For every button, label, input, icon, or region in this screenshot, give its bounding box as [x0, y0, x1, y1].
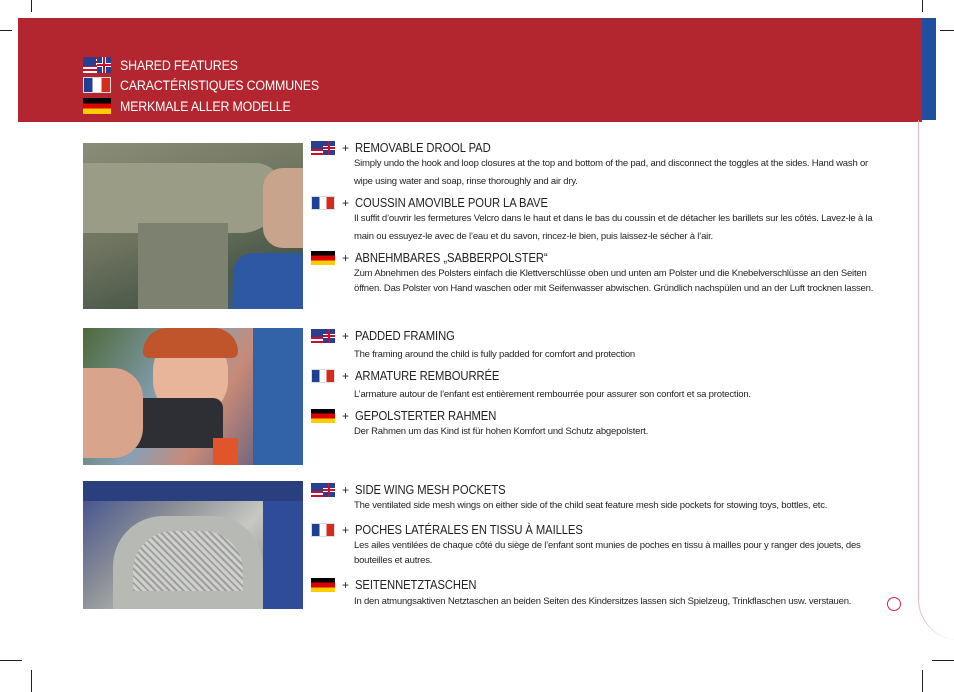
plus-bullet: + [342, 578, 350, 592]
item-description: L’armature autour de l’enfant est entièrement rembourrée pour assurer son confort et sa protection. [354, 389, 751, 400]
crop-mark [922, 670, 923, 692]
item-description: Il suffit d’ouvrir les fermetures Velcro dans le haut et dans le bas du coussin et de détacher les barillets sur les côtés. Lavez-le à la main ou essuyez-le avec de l’eau et du savon, rincez-le bien, puis laissez-le sécher à l’air. [354, 213, 873, 242]
plus-bullet: + [342, 329, 350, 343]
item-title-row [311, 196, 569, 210]
item-title: GEPOLSTERTER RAHMEN [355, 409, 497, 423]
crop-mark [31, 670, 32, 692]
item-description: The ventilated side mesh wings on either side of the child seat feature mesh side pockets for stowing toys, bottles, etc. [354, 500, 828, 511]
item-title-row [311, 329, 466, 343]
plus-bullet: + [342, 523, 350, 537]
item-title: REMOVABLE DROOL PAD [355, 141, 491, 155]
plus-bullet: + [342, 483, 350, 497]
crop-mark [0, 660, 22, 661]
item-title: SIDE WING MESH POCKETS [355, 483, 506, 497]
item-title: PADDED FRAMING [355, 329, 455, 343]
plus-bullet: + [342, 141, 350, 155]
france-flag-icon [311, 196, 335, 210]
drool-pad-photo [83, 143, 303, 309]
us-uk-flag-icon [83, 57, 111, 73]
item-title-row [311, 409, 512, 423]
header-line-fr [83, 76, 336, 94]
item-title-row [311, 141, 506, 155]
france-flag-icon [83, 77, 111, 93]
item-description: Zum Abnehmen des Polsters einfach die Klettverschlüsse oben und unten am Polster und die Knebelverschlüsse an den Seiten öffnen. Das Polster von Hand waschen oder mit Seifenwasser abwischen. Gründlich nachspülen und an der Luft trocknen lassen. [354, 268, 874, 294]
item-title: ARMATURE REMBOURRÉE [355, 369, 500, 383]
crop-mark [31, 0, 32, 12]
mesh-pocket-photo [83, 481, 303, 609]
crop-mark [0, 30, 12, 31]
item-title: SEITENNETZTASCHEN [355, 578, 477, 592]
plus-bullet: + [342, 369, 350, 383]
header-line-de [83, 97, 305, 115]
item-title: COUSSIN AMOVIBLE POUR LA BAVE [355, 196, 548, 210]
crop-mark [932, 660, 954, 661]
plus-bullet: + [342, 251, 350, 265]
germany-flag-icon [311, 251, 335, 265]
item-title-row [311, 483, 522, 497]
item-title-row [311, 369, 515, 383]
header-title-de: MERKMALE ALLER MODELLE [120, 98, 291, 114]
item-title-row [311, 578, 490, 592]
item-title-row [311, 523, 608, 537]
item-description: The framing around the child is fully padded for comfort and protection [354, 349, 635, 360]
plus-bullet: + [342, 196, 350, 210]
item-description: Les ailes ventilées de chaque côté du siège de l’enfant sont munies de poches en tissu à mailles pour y ranger des jouets, des bouteilles et autres. [354, 540, 861, 566]
item-description: Der Rahmen um das Kind ist für hohen Komfort und Schutz abgepolstert. [354, 426, 649, 437]
crop-mark [940, 30, 954, 31]
france-flag-icon [311, 369, 335, 383]
france-flag-icon [311, 523, 335, 537]
germany-flag-icon [83, 98, 111, 114]
page-edge-curve [918, 120, 954, 640]
page-number-circle [887, 597, 901, 611]
us-uk-flag-icon [311, 483, 335, 497]
us-uk-flag-icon [311, 141, 335, 155]
item-title: POCHES LATÉRALES EN TISSU À MAILLES [355, 523, 583, 537]
item-description: In den atmungsaktiven Netztaschen an beiden Seiten des Kindersitzes lassen sich Spielzeug, Trinkflaschen usw. verstauen. [354, 596, 852, 607]
blue-edge-tab [922, 18, 936, 120]
germany-flag-icon [311, 409, 335, 423]
us-uk-flag-icon [311, 329, 335, 343]
plus-bullet: + [342, 409, 350, 423]
item-title: ABNEHMBARES „SABBERPOLSTER“ [355, 251, 548, 265]
padded-framing-photo [83, 328, 303, 465]
header-title-fr: CARACTÉRISTIQUES COMMUNES [120, 77, 319, 93]
germany-flag-icon [311, 578, 335, 592]
crop-mark [922, 0, 923, 12]
header-line-en [83, 56, 248, 74]
item-description: Simply undo the hook and loop closures at the top and bottom of the pad, and disconnect the toggles at the sides. Hand wash or wipe using water and soap, rinse thoroughly and air dry. [354, 158, 869, 187]
item-title-row [311, 251, 569, 265]
header-title-en: SHARED FEATURES [120, 57, 238, 73]
